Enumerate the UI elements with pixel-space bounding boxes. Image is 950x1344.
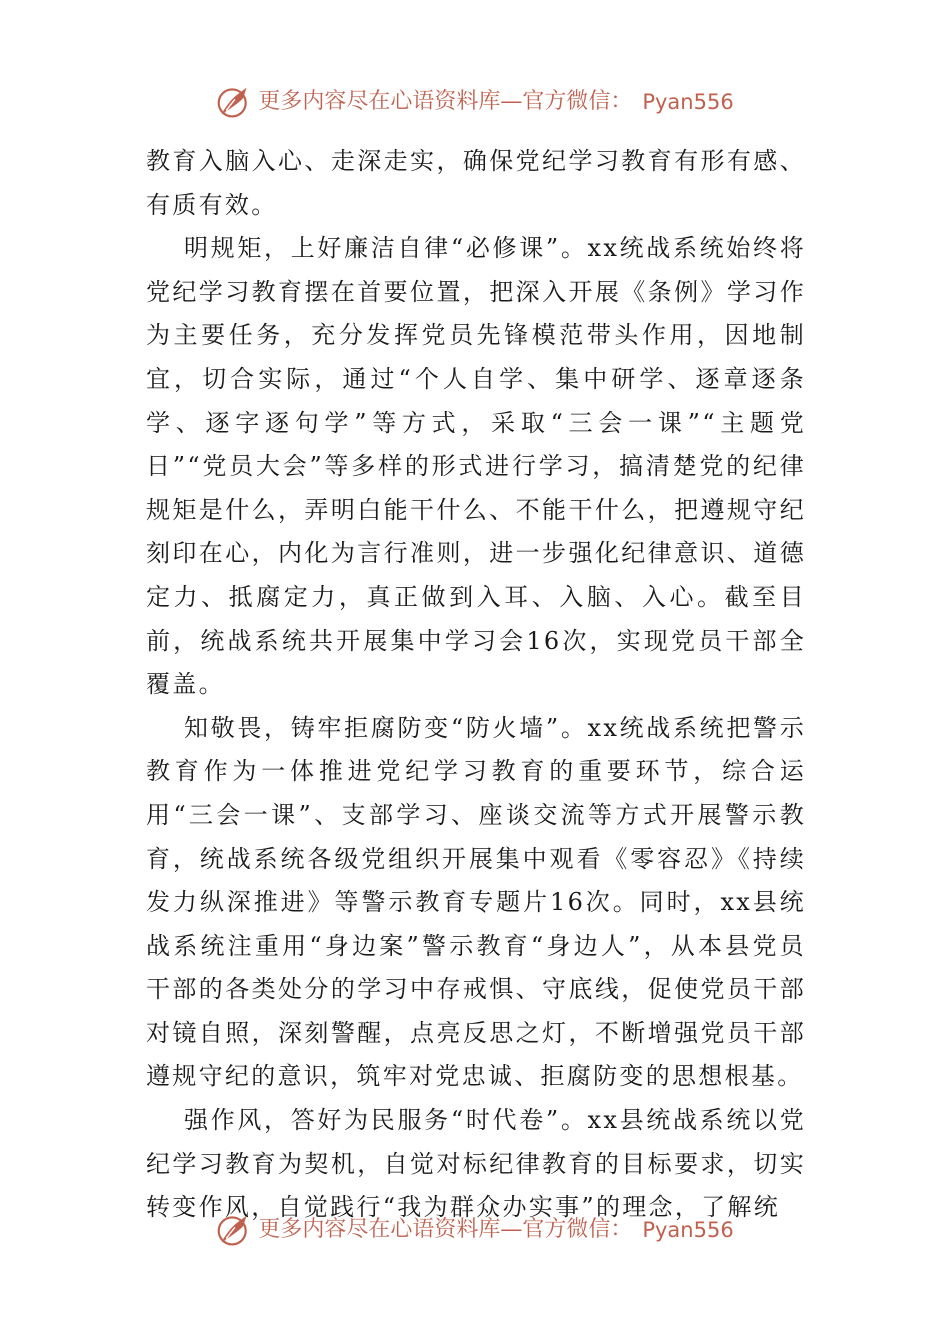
banner-wechat-id: Pyan556 xyxy=(642,1218,734,1242)
paragraph-4: 强作风，答好为民服务“时代卷”。xx县统战系统以党纪学习教育为契机，自觉对标纪律教育的目标要求，切实转变作风，自觉践行“我为群众办实事”的理念，了解统 xyxy=(146,1106,806,1222)
paragraph-2: 明规矩，上好廉洁自律“必修课”。xx统战系统始终将党纪学习教育摆在首要位置，把深入开展《条例》学习作为主要任务，充分发挥党员先锋模范带头作用，因地制宜，切合实际，通过“个人自学、集中研学、逐章逐条学、逐字逐句学”等方式，采取“三会一课”“主题党日”“党员大会”等多样的形式进行学习，搞清楚党的纪律规矩是什么，弄明白能干什么、不能干什么，把遵规守纪刻印在心，内化为言行准则，进一步强化纪律意识、道德定力、抵腐定力，真正做到入耳、入脑、入心。截至目前，统战系统共开展集中学习会16次，实现党员干部全覆盖。 xyxy=(146,234,806,699)
banner-text: 更多内容尽在心语资料库—官方微信： xyxy=(258,1217,633,1242)
banner-text: 更多内容尽在心语资料库—官方微信： xyxy=(258,89,633,114)
pen-logo-icon xyxy=(216,84,252,120)
header-banner xyxy=(0,82,950,122)
document-body xyxy=(146,140,806,1230)
footer-banner xyxy=(0,1210,950,1250)
pen-logo-icon xyxy=(216,1212,252,1248)
paragraph-3: 知敬畏，铸牢拒腐防变“防火墙”。xx统战系统把警示教育作为一体推进党纪学习教育的重要环节，综合运用“三会一课”、支部学习、座谈交流等方式开展警示教育，统战系统各级党组织开展集中观看《零容忍》《持续发力纵深推进》等警示教育专题片16次。同时，xx县统战系统注重用“身边案”警示教育“身边人”，从本县党员干部的各类处分的学习中存戒惧、守底线，促使党员干部对镜自照，深刻警醒，点亮反思之灯，不断增强党员干部遵规守纪的意识，筑牢对党忠诚、拒腐防变的思想根基。 xyxy=(146,713,806,1091)
banner-wechat-id: Pyan556 xyxy=(642,90,734,114)
paragraph-1: 教育入脑入心、走深走实，确保党纪学习教育有形有感、有质有效。 xyxy=(146,147,806,219)
